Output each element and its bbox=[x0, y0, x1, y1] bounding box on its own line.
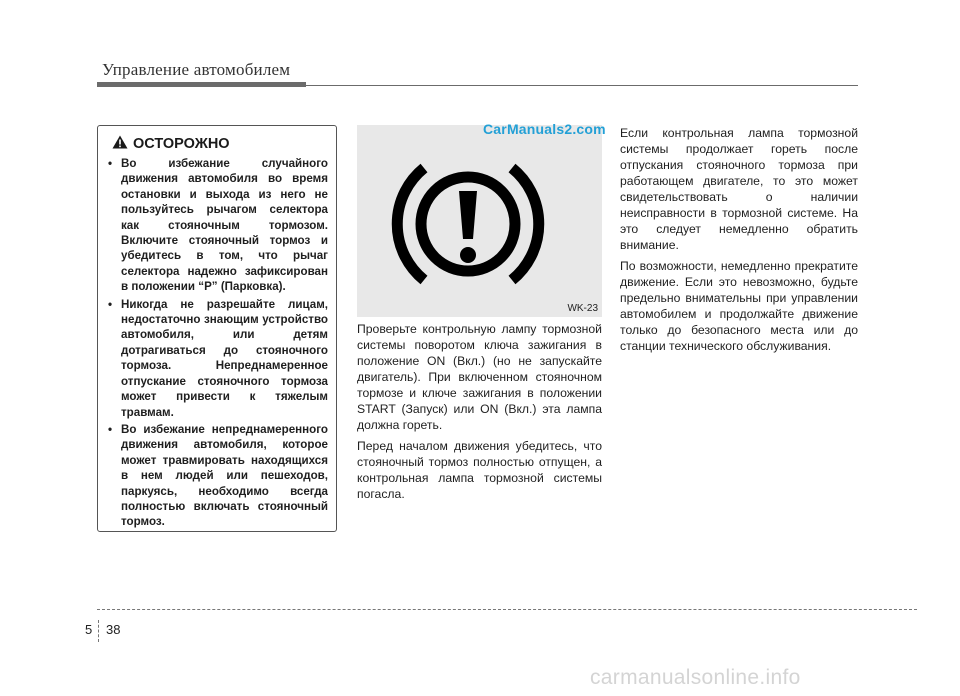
header-rule-thin bbox=[306, 85, 858, 86]
warning-box bbox=[97, 125, 337, 532]
warning-triangle-icon bbox=[112, 135, 128, 153]
page-number: 38 bbox=[106, 622, 121, 637]
warning-heading bbox=[112, 135, 328, 153]
brake-warning-icon bbox=[357, 125, 602, 317]
warning-heading-text: ОСТОРОЖНО bbox=[133, 136, 230, 152]
paragraph: Если контрольная лампа тормозной системы продолжает гореть после отпускания стояночного тормоза при работающем двигателе, то это может свидетельствовать о наличии неисправности в тормозной системе. На это следует немедленно обратить внимание. bbox=[620, 126, 858, 252]
watermark-carmanualsonline[interactable]: carmanualsonline.info bbox=[590, 666, 801, 689]
paragraph: По возможности, немедленно прекратите движение. Если это невозможно, будьте предельно внимательны при управлении автомобилем и продолжайте движение только до безопасного места или до станции технического обслуживания. bbox=[620, 259, 858, 353]
paragraph: Перед началом движения убедитесь, что стояночный тормоз полностью отпущен, а контрольная лампа тормозной системы погасла. bbox=[357, 439, 602, 501]
page-header-title: Управление автомобилем bbox=[102, 60, 291, 79]
warning-item: • Во избежание непреднамеренного движения автомобиля, которое может травмировать находящихся в нем людей или пешеходов, паркуясь, необходимо всегда полностью включать стояночный тормоз. bbox=[108, 422, 328, 530]
footer-rule bbox=[97, 609, 917, 610]
header-rule-thick bbox=[97, 82, 306, 87]
section-number: 5 bbox=[85, 622, 93, 637]
brake-warning-figure bbox=[357, 125, 602, 317]
warning-list bbox=[108, 156, 328, 530]
body-middle-column bbox=[357, 321, 602, 507]
warning-item: • Никогда не разрешайте лицам, недостаточно знающим устройство автомобиля, или детям дотрагиваться до стояночного тормоза. Непреднамеренное отпускание стояночного тормоза может привести к тяжелым травмам. bbox=[108, 297, 328, 420]
warning-item: • Во избежание случайного движения автомобиля во время остановки и выхода из него не пользуйтесь рычагом селектора как стояночным тормозом. Включите стояночный тормоз и убедитесь в том, что рычаг селектора надежно зафиксирован в положении “P” (Парковка). bbox=[108, 156, 328, 295]
figure-code: WK-23 bbox=[567, 303, 598, 314]
watermark-carmanuals2[interactable]: CarManuals2.com bbox=[483, 121, 606, 137]
page-number-divider bbox=[98, 620, 99, 642]
paragraph: Проверьте контрольную лампу тормозной системы поворотом ключа зажигания в положение ON (Вкл.) (но не запускайте двигатель). При включенном стояночном тормозе и ключе зажигания в положении START (Запуск) или ON (Вкл.) эта лампа должна гореть. bbox=[357, 322, 602, 432]
body-right-column bbox=[620, 125, 858, 359]
